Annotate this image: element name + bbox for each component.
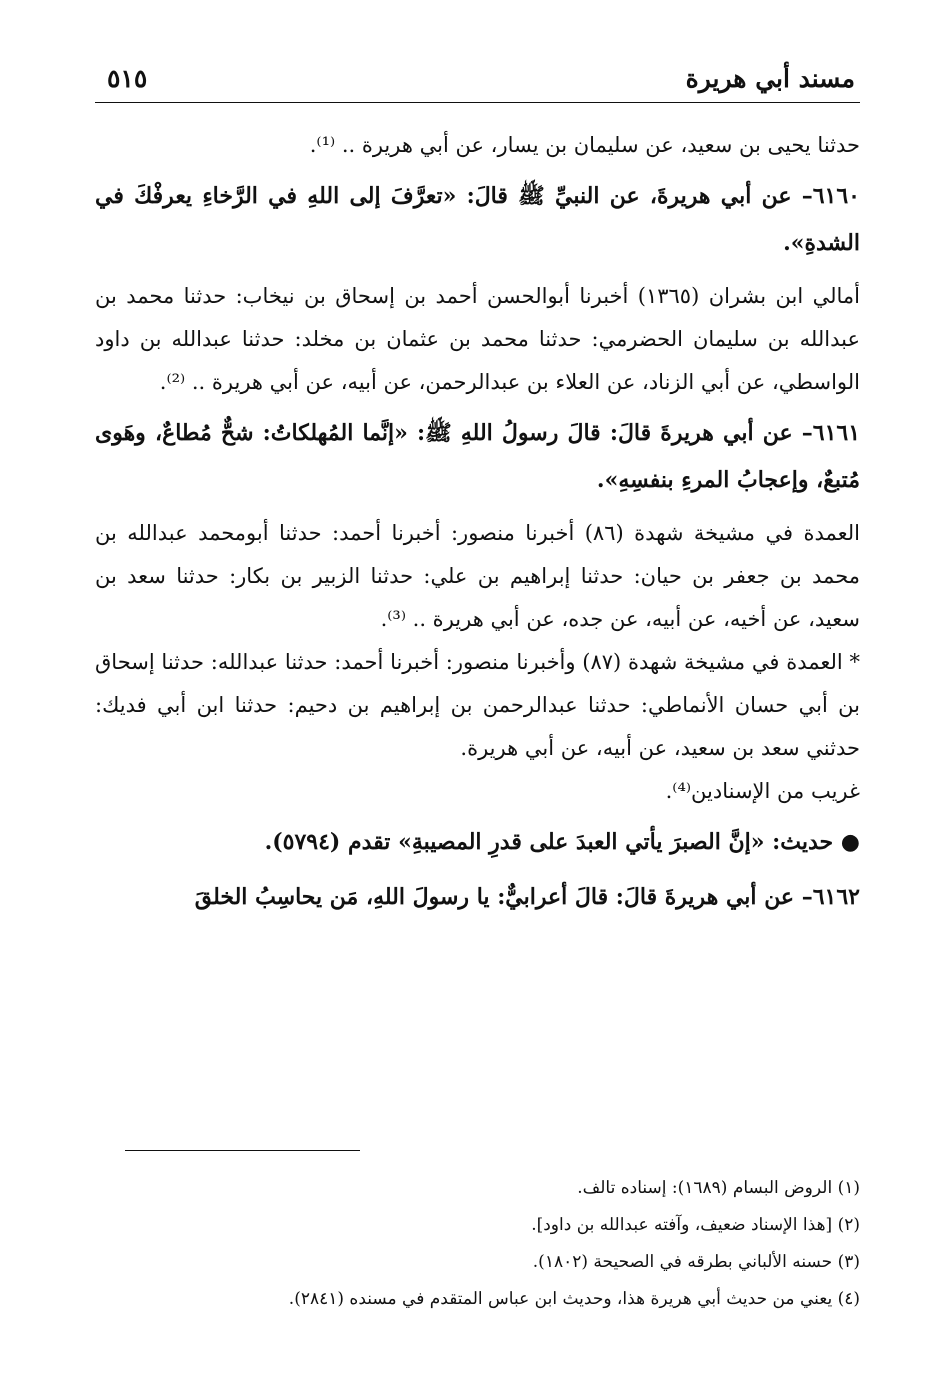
footnote-4: (٤) يعني من حديث أبي هريرة هذا، وحديث ابن عباس المتقدم في مسنده (٢٨٤١). xyxy=(288,1289,860,1309)
narration-paragraph: العمدة في مشيخة شهدة (٨٦) أخبرنا منصور: أخبرنا أحمد: حدثنا أبومحمد عبدالله بن محمد بن جعفر بن حيان: حدثنا إبراهيم بن علي: حدثنا الزبير بن بكار: حدثنا سعد بن سعيد، عن أخيه، عن أبيه، عن جده، عن أبي هريرة .. ⁽³⁾. xyxy=(95,521,860,631)
narration-paragraph: حدثنا يحيى بن سعيد، عن سليمان بن يسار، عن أبي هريرة .. ⁽¹⁾. xyxy=(309,133,860,157)
page-number: ٥١٥ xyxy=(107,64,148,93)
hadith-6160: ٦١٦٠– عن أبي هريرةَ، عن النبيِّ ﷺ قالَ: «تعرَّفَ إلى اللهِ في الرَّخاءِ يعرفْكَ في الشدةِ». xyxy=(95,183,860,256)
page xyxy=(95,60,861,1309)
narration-paragraph: * العمدة في مشيخة شهدة (٨٧) وأخبرنا منصور: أخبرنا أحمد: حدثنا عبدالله: حدثنا إسحاق بن أبي حسان الأنماطي: حدثنا عبدالرحمن بن إبراهيم بن دحيم: حدثنا ابن أبي فديك: حدثني سعد بن سعيد، عن أبيه، عن أبي هريرة. xyxy=(95,650,861,760)
footnote-2: (٢) [هذا الإسناد ضعيف، وآفته عبدالله بن داود]. xyxy=(531,1215,860,1235)
footnote-3: (٣) حسنه الألباني بطرقه في الصحيحة (١٨٠٢). xyxy=(532,1252,860,1272)
hadith-reference: ● حديث: «إنَّ الصبرَ يأتي العبدَ على قدرِ المصيبةِ» تقدم (٥٧٩٤). xyxy=(264,829,860,855)
main-text xyxy=(95,124,860,929)
hadith-6161: ٦١٦١– عن أبي هريرةَ قالَ: قالَ رسولُ اللهِ ﷺ: «إنَّما المُهلكاتُ: شحٌّ مُطاعٌ، وهَوى مُتبعٌ، وإعجابُ المرءِ بنفسِهِ». xyxy=(95,420,861,493)
footnote-1: (١) الروض البسام (١٦٨٩): إسناده تالف. xyxy=(577,1178,860,1198)
footnotes xyxy=(95,1170,860,1318)
running-title: مسند أبي هريرة xyxy=(685,64,855,93)
narration-paragraph: أمالي ابن بشران (١٣٦٥) أخبرنا أبوالحسن أحمد بن إسحاق بن نيخاب: حدثنا محمد بن عبدالله بن سليمان الحضرمي: حدثنا محمد بن عثمان بن مخلد: حدثنا عبدالله بن داود الواسطي، عن أبي الزناد، عن العلاء بن عبدالرحمن، عن أبيه، عن أبي هريرة .. ⁽²⁾. xyxy=(95,284,860,394)
hadith-6162: ٦١٦٢– عن أبي هريرةَ قالَ: قالَ أعرابيٌّ: يا رسولَ اللهِ، مَن يحاسِبُ الخلقَ xyxy=(194,884,860,910)
narration-paragraph: غريب من الإسنادين⁽⁴⁾. xyxy=(665,779,860,803)
footnote-divider xyxy=(125,1150,360,1151)
page-header xyxy=(95,60,860,100)
header-divider xyxy=(95,102,860,103)
